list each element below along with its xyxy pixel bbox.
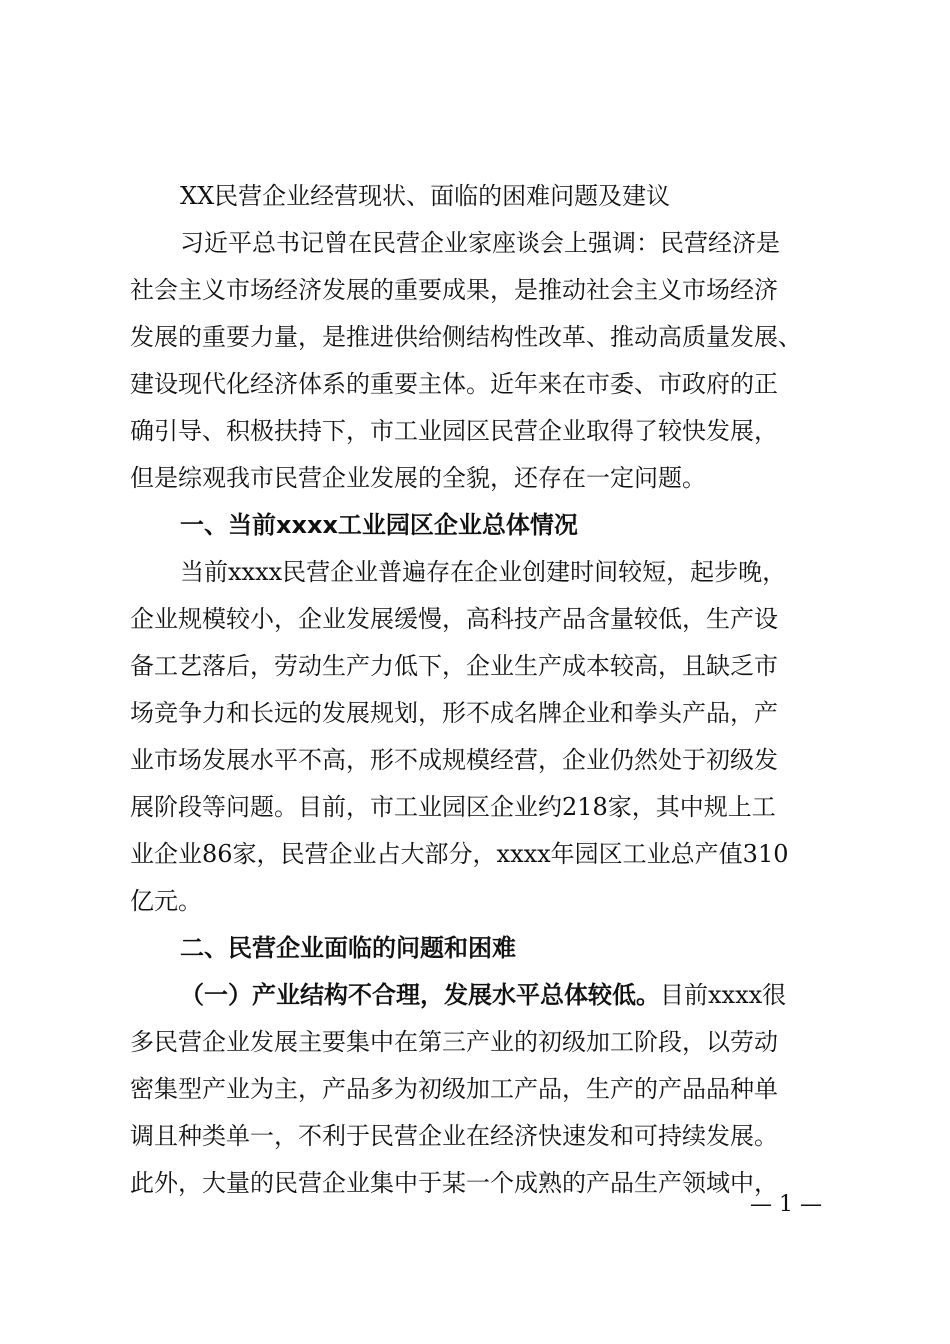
section1-heading: 一、当前xxxx工业园区企业总体情况 [180,511,578,539]
intro-line: 习近平总书记曾在民营企业家座谈会上强调：民营经济是 [180,229,780,257]
section1-line: 场竞争力和长远的发展规划，形不成名牌企业和拳头产品，产 [130,699,778,727]
subsection1-heading: （一）产业结构不合理，发展水平总体较低。 [180,980,660,1009]
intro-line: 但是综观我市民营企业发展的全貌，还存在一定问题。 [130,464,706,492]
intro-line: 确引导、积极扶持下，市工业园区民营企业取得了较快发展， [130,417,778,445]
document-title: XX民营企业经营现状、面临的困难问题及建议 [180,182,671,210]
section1-line: 当前xxxx民营企业普遍存在企业创建时间较短，起步晚， [180,558,787,586]
intro-line: 建设现代化经济体系的重要主体。近年来在市委、市政府的正 [130,370,778,398]
section2-line: 密集型产业为主，产品多为初级加工产品，生产的产品品种单 [130,1075,778,1103]
intro-line: 社会主义市场经济发展的重要成果，是推动社会主义市场经济 [130,276,778,304]
section1-line: 业企业86家，民营企业占大部分，xxxx年园区工业总产值310 [130,840,789,868]
section2-heading: 二、民营企业面临的问题和困难 [180,934,516,962]
page-number: — 1 — [750,1192,822,1217]
section2-line-tail: 目前xxxx很 [660,981,787,1009]
section1-line: 业市场发展水平不高，形不成规模经营，企业仍然处于初级发 [130,746,778,774]
section2-first-line [180,980,786,1010]
section1-line: 企业规模较小，企业发展缓慢，高科技产品含量较低，生产设 [130,605,778,633]
intro-line: 发展的重要力量，是推进供给侧结构性改革、推动高质量发展、 [130,323,802,351]
section1-line: 备工艺落后，劳动生产力低下，企业生产成本较高，且缺乏市 [130,652,778,680]
section1-line: 亿元。 [130,887,202,915]
section1-line: 展阶段等问题。目前，市工业园区企业约218家，其中规上工 [130,793,776,821]
section2-line: 此外，大量的民营企业集中于某一个成熟的产品生产领域中， [130,1169,778,1197]
section2-line: 多民营企业发展主要集中在第三产业的初级加工阶段，以劳动 [130,1028,778,1056]
section2-line: 调且种类单一，不利于民营企业在经济快速发和可持续发展。 [130,1122,778,1150]
